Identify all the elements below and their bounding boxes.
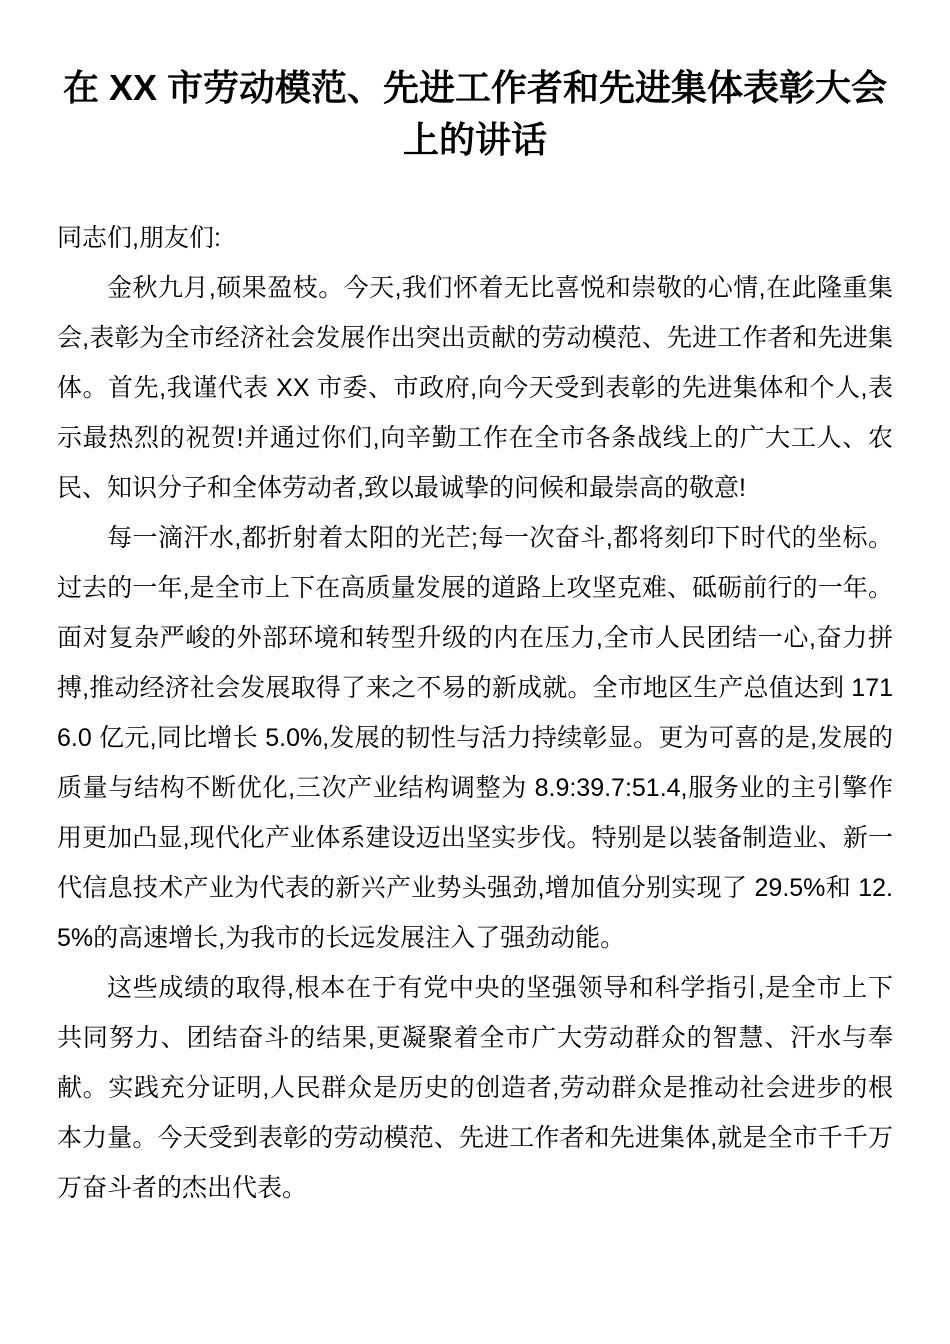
paragraph-achievements: 每一滴汗水,都折射着太阳的光芒;每一次奋斗,都将刻印下时代的坐标。过去的一年,是全市上下在高质量发展的道路上攻坚克难、砥砺前行的一年。面对复杂严峻的外部环境和转型升级的内在压力,全市人民团结一心,奋力拼搏,推动经济社会发展取得了来之不易的新成就。全市地区生产总值达到 1716.0 亿元,同比增长 5.0%,发展的韧性与活力持续彰显。更为可喜的是,发展的质量与结构不断优化,三次产业结构调整为 8.9:39.7:51.4,服务业的主引擎作用更加凸显,现代化产业体系建设迈出坚实步伐。特别是以装备制造业、新一代信息技术产业为代表的新兴产业势头强劲,增加值分别实现了 29.5%和 12.5%的高速增长,为我市的长远发展注入了强劲动能。 (57, 524, 893, 952)
speech-title: 在 XX 市劳动模范、先进工作者和先进集体表彰大会上的讲话 (62, 67, 888, 160)
salutation: 同志们,朋友们: (57, 224, 221, 252)
document-body (57, 213, 893, 1213)
paragraph-attribution: 这些成绩的取得,根本在于有党中央的坚强领导和科学指引,是全市上下共同努力、团结奋斗的结果,更凝聚着全市广大劳动群众的智慧、汗水与奉献。实践充分证明,人民群众是历史的创造者,劳动群众是推动社会进步的根本力量。今天受到表彰的劳动模范、先进工作者和先进集体,就是全市千千万万奋斗者的杰出代表。 (57, 974, 893, 1202)
paragraph-opening: 金秋九月,硕果盈枝。今天,我们怀着无比喜悦和崇敬的心情,在此隆重集会,表彰为全市经济社会发展作出突出贡献的劳动模范、先进工作者和先进集体。首先,我谨代表 XX 市委、市政府,向今天受到表彰的先进集体和个人,表示最热烈的祝贺!并通过你们,向辛勤工作在全市各条战线上的广大工人、农民、知识分子和全体劳动者,致以最诚挚的问候和最崇高的敬意! (57, 274, 893, 502)
